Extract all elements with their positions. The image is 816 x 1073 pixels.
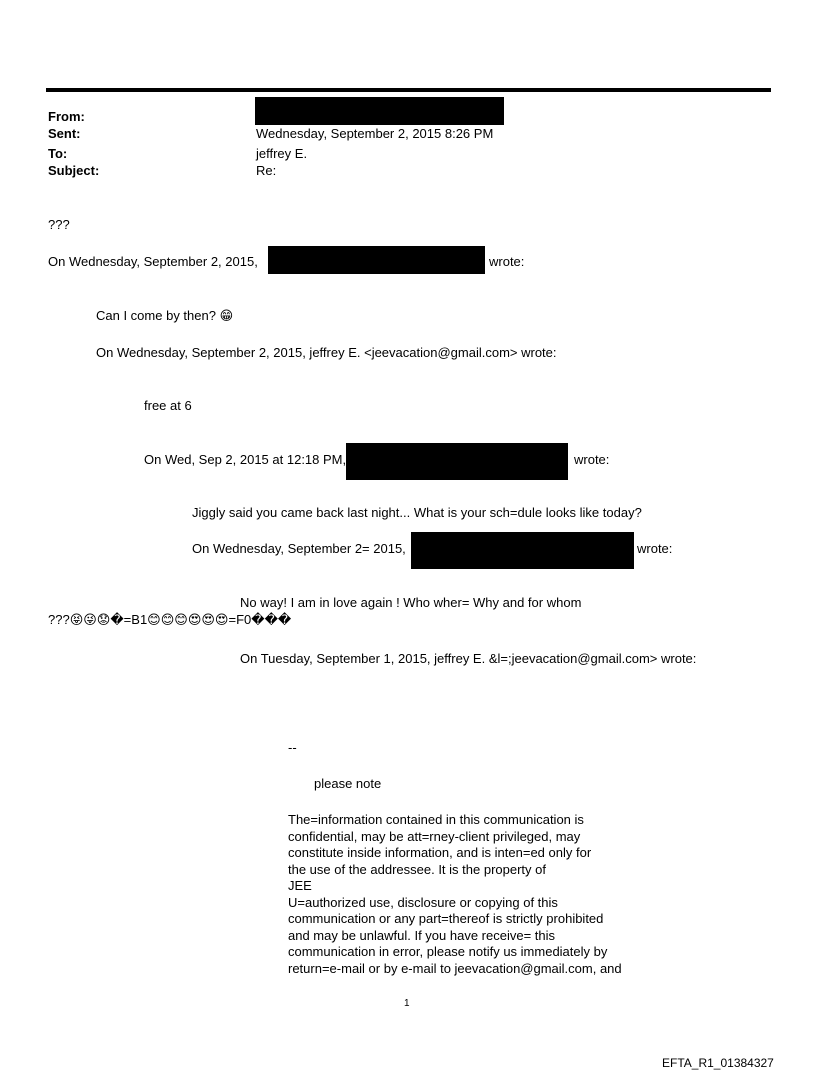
page-number: 1 [404, 998, 410, 1009]
redacted-name-2 [346, 443, 568, 480]
quote-header-5: On Tuesday, September 1, 2015, jeffrey E. &l=;jeevacation@gmail.com> wrote: [240, 651, 697, 666]
from-label: From: [48, 109, 85, 124]
quote-header-4-suffix: wrote: [637, 541, 673, 556]
message-5-line-2: ???😝😜😟�=B1😊😊😊😍😍😍=F0��� [48, 612, 292, 627]
to-value: jeffrey E. [256, 146, 308, 161]
disclaimer-line: constitute inside information, and is inten=ed only for [288, 845, 592, 860]
message-5-line-1: No way! I am in love again ! Who wher= Why and for whom [240, 595, 582, 610]
message-2: Can I come by then? 😁 [96, 308, 234, 323]
disclaimer-line: JEE [288, 878, 312, 893]
disclaimer-line: U=authorized use, disclosure or copying of this [288, 894, 558, 910]
disclaimer-line: The=information contained in this communication is [288, 812, 584, 827]
document-id: EFTA_R1_01384327 [662, 1056, 774, 1070]
header-rule [46, 88, 771, 92]
subject-value: Re: [256, 163, 277, 178]
quote-header-3: On Wed, Sep 2, 2015 at 12:18 PM, [144, 452, 347, 467]
redacted-name-1 [268, 246, 485, 274]
disclaimer-line: and may be unlawful. If you have receive= this [288, 927, 556, 943]
reply-text: ??? [48, 217, 70, 232]
disclaimer-line: return=e-mail or by e-mail to jeevacation@gmail.com, and [288, 960, 622, 976]
quote-header-4: On Wednesday, September 2= 2015, [192, 541, 406, 556]
disclaimer-line: communication in error, please notify us immediately by [288, 944, 608, 959]
sent-value: Wednesday, September 2, 2015 8:26 PM [256, 126, 494, 141]
to-label: To: [48, 146, 68, 161]
quote-header-1-suffix: wrote: [489, 254, 525, 269]
quote-header-1: On Wednesday, September 2, 2015, [48, 254, 258, 269]
message-3: free at 6 [144, 398, 192, 413]
redacted-sender [255, 97, 504, 125]
disclaimer-line: communication or any part=thereof is strictly prohibited [288, 911, 604, 926]
confidentiality-disclaimer [288, 812, 648, 977]
redacted-name-3 [411, 532, 634, 569]
please-note: please note [314, 776, 382, 791]
disclaimer-line: confidential, may be att=rney-client privileged, may [288, 828, 581, 844]
message-4: Jiggly said you came back last night... What is your sch=dule looks like today? [192, 505, 642, 520]
quote-header-3-suffix: wrote: [574, 452, 610, 467]
signature-dash: -- [288, 740, 297, 755]
quote-header-2: On Wednesday, September 2, 2015, jeffrey E. <jeevacation@gmail.com> wrote: [96, 345, 557, 360]
sent-label: Sent: [48, 126, 81, 141]
subject-label: Subject: [48, 163, 100, 178]
disclaimer-line: the use of the addressee. It is the property of [288, 861, 546, 877]
